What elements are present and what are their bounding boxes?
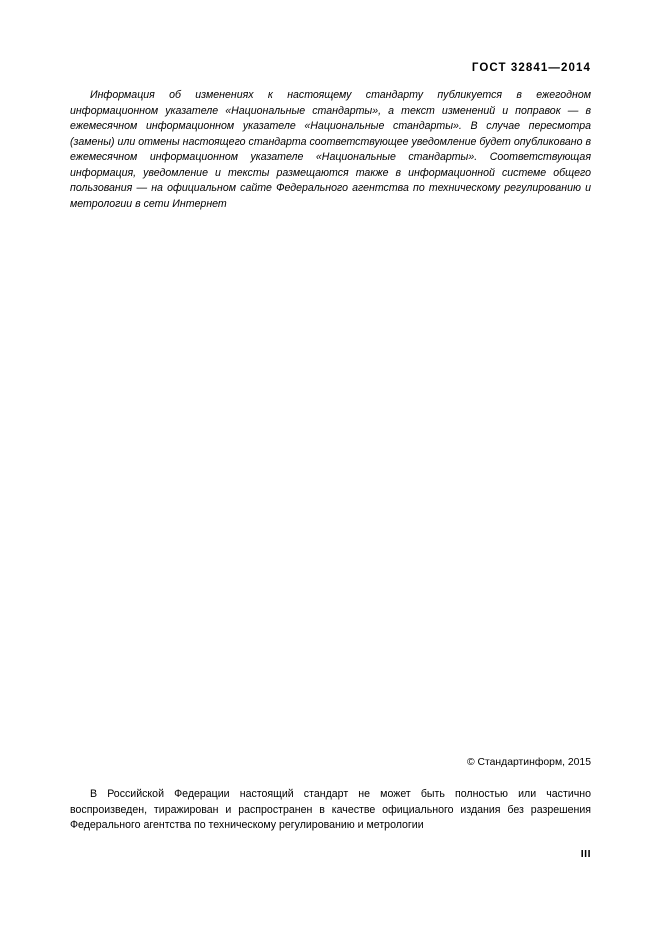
copyright-line: © Стандартинформ, 2015	[466, 757, 591, 768]
amendment-notice-block	[70, 88, 591, 213]
reproduction-notice-text: В Российской Федерации настоящий стандарт не может быть полностью или частично воспроизведен, тиражирован и распространен в качестве официального издания без разрешения Федерального агентства по техническому регулированию и метрологии	[70, 788, 591, 832]
amendment-notice-text: Информация об изменениях к настоящему стандарту публикуется в ежегодном информационном указателе «Национальные стандарты», а текст изменений и поправок — в ежемесячном информационном указателе «Национальные стандарты». В случае пересмотра (замены) или отмены настоящего стандарта соответствующее уведомление будет опубликовано в ежемесячном информационном указателе «Национальные стандарты». Соответствующая информация, уведомление и тексты размещаются также в информационной системе общего пользования — на официальном сайте Федерального агентства по техническому регулированию и метрологии в сети Интернет	[70, 89, 591, 210]
page-number: III	[580, 848, 591, 860]
header-standard-designation: ГОСТ 32841—2014	[471, 62, 591, 74]
reproduction-notice-block	[70, 787, 591, 834]
page-header	[472, 62, 591, 74]
